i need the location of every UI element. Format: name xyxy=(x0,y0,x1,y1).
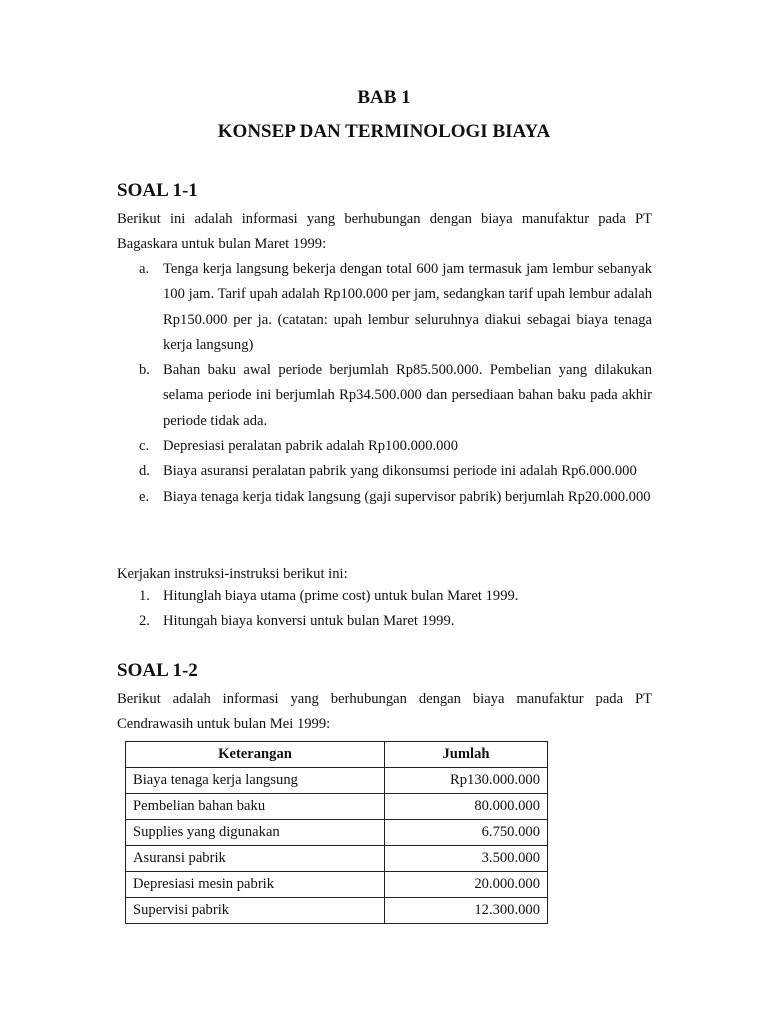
list-item xyxy=(117,257,652,358)
list-item-text: Biaya tenaga kerja tidak langsung (gaji supervisor pabrik) berjumlah Rp20.000.000 xyxy=(163,488,651,505)
list-item-text: Biaya asuransi peralatan pabrik yang dikonsumsi periode ini adalah Rp6.000.000 xyxy=(163,463,637,480)
list-marker: d. xyxy=(139,463,150,480)
list-item-text: Hitungah biaya konversi untuk bulan Maret 1999. xyxy=(163,613,455,630)
chapter-title: KONSEP DAN TERMINOLOGI BIAYA xyxy=(217,121,551,142)
section-heading-soal-1-2: SOAL 1-2 xyxy=(117,660,198,681)
chapter-number: BAB 1 xyxy=(357,87,411,108)
table-row xyxy=(126,820,548,846)
soal-1-1-info-list xyxy=(117,257,652,510)
table-cell-keterangan: Supplies yang digunakan xyxy=(126,820,385,846)
soal-1-1-task-list xyxy=(117,584,652,635)
list-item-text: Bahan baku awal periode berjumlah Rp85.500.000. Pembelian yang dilakukan selama periode ini berjumlah Rp34.500.000 dan persediaan bahan baku pada akhir periode tidak ada. xyxy=(163,362,652,429)
table-cell-jumlah: 6.750.000 xyxy=(385,820,548,846)
list-marker: c. xyxy=(139,438,150,455)
list-marker: 2. xyxy=(139,613,150,630)
soal-1-1-intro: Berikut ini adalah informasi yang berhubungan dengan biaya manufaktur pada PT Bagaskara untuk bulan Maret 1999: xyxy=(117,211,652,253)
table-row xyxy=(126,846,548,872)
table-cell-keterangan: Supervisi pabrik xyxy=(126,898,385,924)
table-cell-jumlah: 20.000.000 xyxy=(385,872,548,898)
section-heading-soal-1-1: SOAL 1-1 xyxy=(117,180,198,201)
column-header-keterangan: Keterangan xyxy=(126,742,385,768)
table-cell-jumlah: 3.500.000 xyxy=(385,846,548,872)
list-marker: b. xyxy=(139,362,150,379)
list-marker: a. xyxy=(139,261,150,277)
list-item xyxy=(117,584,652,609)
list-marker: e. xyxy=(139,488,150,505)
table-cell-jumlah: Rp130.000.000 xyxy=(385,768,548,794)
soal-1-1-instruction: Kerjakan instruksi-instruksi berikut ini: xyxy=(117,566,348,582)
table-cell-keterangan: Depresiasi mesin pabrik xyxy=(126,872,385,898)
cost-table xyxy=(125,741,548,924)
list-item xyxy=(117,485,652,510)
table-cell-keterangan: Biaya tenaga kerja langsung xyxy=(126,768,385,794)
soal-1-2-intro: Berikut adalah informasi yang berhubungan dengan biaya manufaktur pada PT Cendrawasih untuk bulan Mei 1999: xyxy=(117,691,652,733)
table-row xyxy=(126,768,548,794)
list-item xyxy=(117,434,652,459)
list-item-text: Hitunglah biaya utama (prime cost) untuk bulan Maret 1999. xyxy=(163,588,519,604)
table-cell-keterangan: Pembelian bahan baku xyxy=(126,794,385,820)
table-row xyxy=(126,898,548,924)
list-marker: 1. xyxy=(139,588,150,604)
list-item-text: Depresiasi peralatan pabrik adalah Rp100.000.000 xyxy=(163,438,459,455)
list-item xyxy=(117,358,652,434)
list-item-text: Tenga kerja langsung bekerja dengan total 600 jam termasuk jam lembur sebanyak 100 jam. Tarif upah adalah Rp100.000 per jam, sedangkan tarif upah lembur adalah Rp150.000 per ja. (catatan: upah lembur seluruhnya diakui sebagai biaya tenaga kerja langsung) xyxy=(163,261,652,353)
table-row xyxy=(126,872,548,898)
table-header-row xyxy=(126,742,548,768)
table-cell-jumlah: 12.300.000 xyxy=(385,898,548,924)
list-item xyxy=(117,459,652,484)
column-header-jumlah: Jumlah xyxy=(385,742,548,768)
list-item xyxy=(117,609,652,634)
table-cell-keterangan: Asuransi pabrik xyxy=(126,846,385,872)
table-row xyxy=(126,794,548,820)
table-cell-jumlah: 80.000.000 xyxy=(385,794,548,820)
